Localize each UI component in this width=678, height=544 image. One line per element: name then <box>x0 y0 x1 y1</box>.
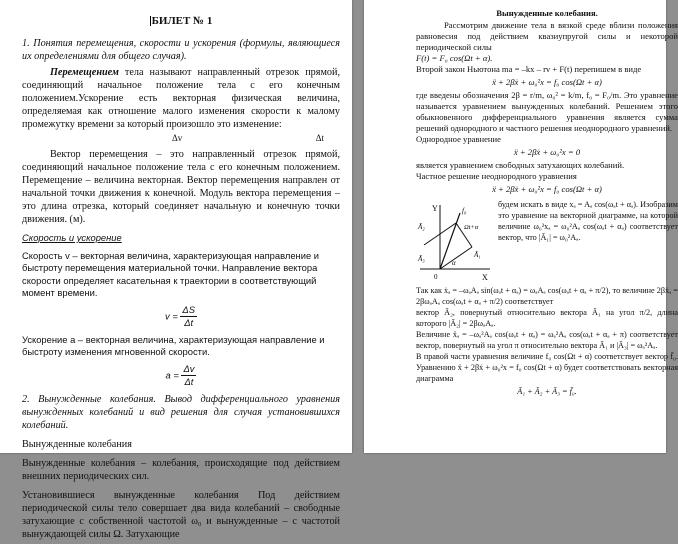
speed-denominator: Δt <box>184 317 194 328</box>
diagram-label-f0: f₀ <box>462 207 467 215</box>
speed-section <box>22 232 340 389</box>
vector-diagram-row <box>416 199 678 285</box>
ticket-title: БИЛЕТ № 1 <box>151 15 213 27</box>
f0-vector <box>440 213 460 269</box>
question-2-title: 2. Вынужденные колебания. Вывод дифференциального уравнения вынужденных колебаний и вид решения для случая установившихся колебаний. <box>22 393 340 431</box>
forced-heading: Вынужденные колебания <box>22 438 132 450</box>
acceleration-lhs: a = <box>165 368 179 380</box>
equation-4: Ā₁ + Ā₂ + Ā₃ = f̄₀. <box>517 387 577 396</box>
ticket-heading <box>22 15 340 28</box>
ratio-symbols <box>22 132 340 145</box>
question-1-title: 1. Понятия перемещения, скорости и ускорения (формулы, являющиеся их определениями для общего случая). <box>22 38 340 62</box>
a1-vector <box>440 247 472 269</box>
delta-v-symbol: Δv <box>172 133 183 143</box>
vector-a2-text: вектор Ā₂, повернутый относительно вектора Ā₁ на угол π/2, длина которого |Ā₂| = 2βωₐAₐ. <box>416 308 678 328</box>
partial-solution-label: Частное решение неоднородного уравнения <box>416 171 577 181</box>
left-page-content <box>22 12 340 544</box>
speed-text: Скорость v – векторная величина, характеризующая направление и быстроту перемещения материальной точки. Направление вектора скорости определяет касательная к траектории в соответствующий момент времени. <box>22 249 320 298</box>
diagram-label-angle: Ωt+α <box>464 224 479 231</box>
forced-definition: Вынужденные колебания – колебания, происходящие под действием внешних периодических сил. <box>22 457 340 482</box>
diagram-label-a1: Ā₁ <box>474 251 481 259</box>
displacement-definition <box>22 66 340 131</box>
diagram-label-x: X <box>482 273 488 282</box>
delta-t-symbol: Δt <box>315 133 324 143</box>
right-title: Вынужденные колебания. <box>496 8 598 18</box>
acceleration-formula <box>22 363 340 389</box>
right-page-content <box>416 8 678 399</box>
free-oscillation-text: является уравнением свободных затухающих колебаний. <box>416 160 625 170</box>
speed-heading: Скорость и ускорение <box>22 232 122 243</box>
equation-1: ẍ + 2βẋ + ω₀²x = f₀ cos(Ωt + α) <box>492 77 602 87</box>
homogeneous-label: Однородное уравнение <box>416 134 501 144</box>
displacement-term: Перемещением <box>50 67 119 78</box>
notation-paragraph: где введены обозначения 2β = r/m, ω₀² = k/m, f₀ = F₀/m. Это уравнение называется уравнением вынужденных колебаний. Решением этого обыкновенного дифференциального уравнения является сумма решений однородного и частного решения неоднородного уравнений. <box>416 90 678 133</box>
text-cursor <box>150 16 151 26</box>
diagram-label-origin: 0 <box>434 273 438 281</box>
right-side-text: В правой части уравнения величине f₀ cos(Ωt + α) соответствует вектор f̄₀. Уравнению ẍ + 2βẋ + ω₀²x = f₀ cos(Ωt + α) будет соответствовать векторная диаграмма <box>416 352 678 383</box>
acceleration-fraction <box>181 363 196 389</box>
diagram-label-a3: Ā₃ <box>418 255 425 263</box>
derivative-text: Так как ẋₐ = –ωₐAₐ sin(ωₐt + αₐ) = ωₐAₐ cos(ωₐt + αₐ + π/2), то величине 2βẋₐ = 2βωₐAₐ cos(ωₐt + αₐ + π/2) соответствует <box>416 286 678 306</box>
acceleration-denominator: Δt <box>184 376 194 387</box>
diagram-label-y: Y <box>432 204 438 213</box>
diagram-label-alpha: α <box>452 259 456 267</box>
equation-3: ẍ + 2βẋ + ω₀²x = f₀ cos(Ωt + α) <box>492 184 602 194</box>
vector-diagram <box>416 199 494 285</box>
right-page <box>364 0 678 453</box>
newton-text: Второй закон Ньютона ma = –kx – rv + F(t) перепишем в виде <box>416 64 642 74</box>
right-intro: Рассмотрим движение тела в вязкой среде вблизи положения равновесия под действием квазиупругой силы и некоторой периодической силы <box>416 20 678 52</box>
acceleration-numerator: Δv <box>181 363 196 377</box>
acceleration-vector-text: Величине ẍₐ = –ωₐ²Aₐ cos(ωₐt + αₐ) = ωₐ²Aₐ cos(ωₐt + αₐ + π) соответствует вектор, повернутый на угол π относительно вектора Ā₁ и |Ā₃| = ωₐ²Aₐ. <box>416 330 678 350</box>
speed-numerator: ΔS <box>180 304 197 318</box>
displacement-definition-text: тела называют направленный отрезок прямой, соединяющий начальное положение тела с его конечным положением.Ускорение есть векторная физическая величина, определяемая как отношение малого изменения скорости к малому промежутку времени за который произошло это изменение: <box>22 67 340 130</box>
diagram-description <box>494 199 678 285</box>
diagram-label-a2: Ā₂ <box>418 223 425 231</box>
equation-2: ẍ + 2βẋ + ω₀²x = 0 <box>513 147 581 157</box>
acceleration-text: Ускорение a – векторная величина, характеризующая направление и быстроту изменения мгновенной скорости. <box>22 333 325 357</box>
seek-text: будем искать в виде xₐ = Aₐ cos(ωₐt + αₐ). Изобразим это уравнение на векторной диаграмме, на которой величине ω₀²xₐ = ω₀²Aₐ cos(ωₐt + αₐ) соответствует вектор, что |Ā₁| = ω₀²Aₐ. <box>498 200 678 242</box>
force-equation: F(t) = F₀ cos(Ωt + α). <box>416 53 493 63</box>
speed-formula <box>22 304 340 330</box>
speed-fraction <box>180 304 197 330</box>
displacement-vector-paragraph: Вектор перемещения – это направленный отрезок прямой, соединяющий начальное положение тела с его конечным положением. Перемещение – величина векторная. Вектор перемещения направлен от начальной точки движения к конечной. Модуль вектора перемещения – это длина отрезка, который соединяет начальную и конечную точки движения. (м). <box>22 149 340 225</box>
forced-steady-paragraph: Установившиеся вынужденные колебания Под действием периодической силы тело совершает два вида колебаний – свободные затухающие с собственной частотой ω₀ и вынужденные – с частотой вынуждающей силы Ω. Затухающие <box>22 489 340 540</box>
speed-lhs: v = <box>165 309 178 321</box>
